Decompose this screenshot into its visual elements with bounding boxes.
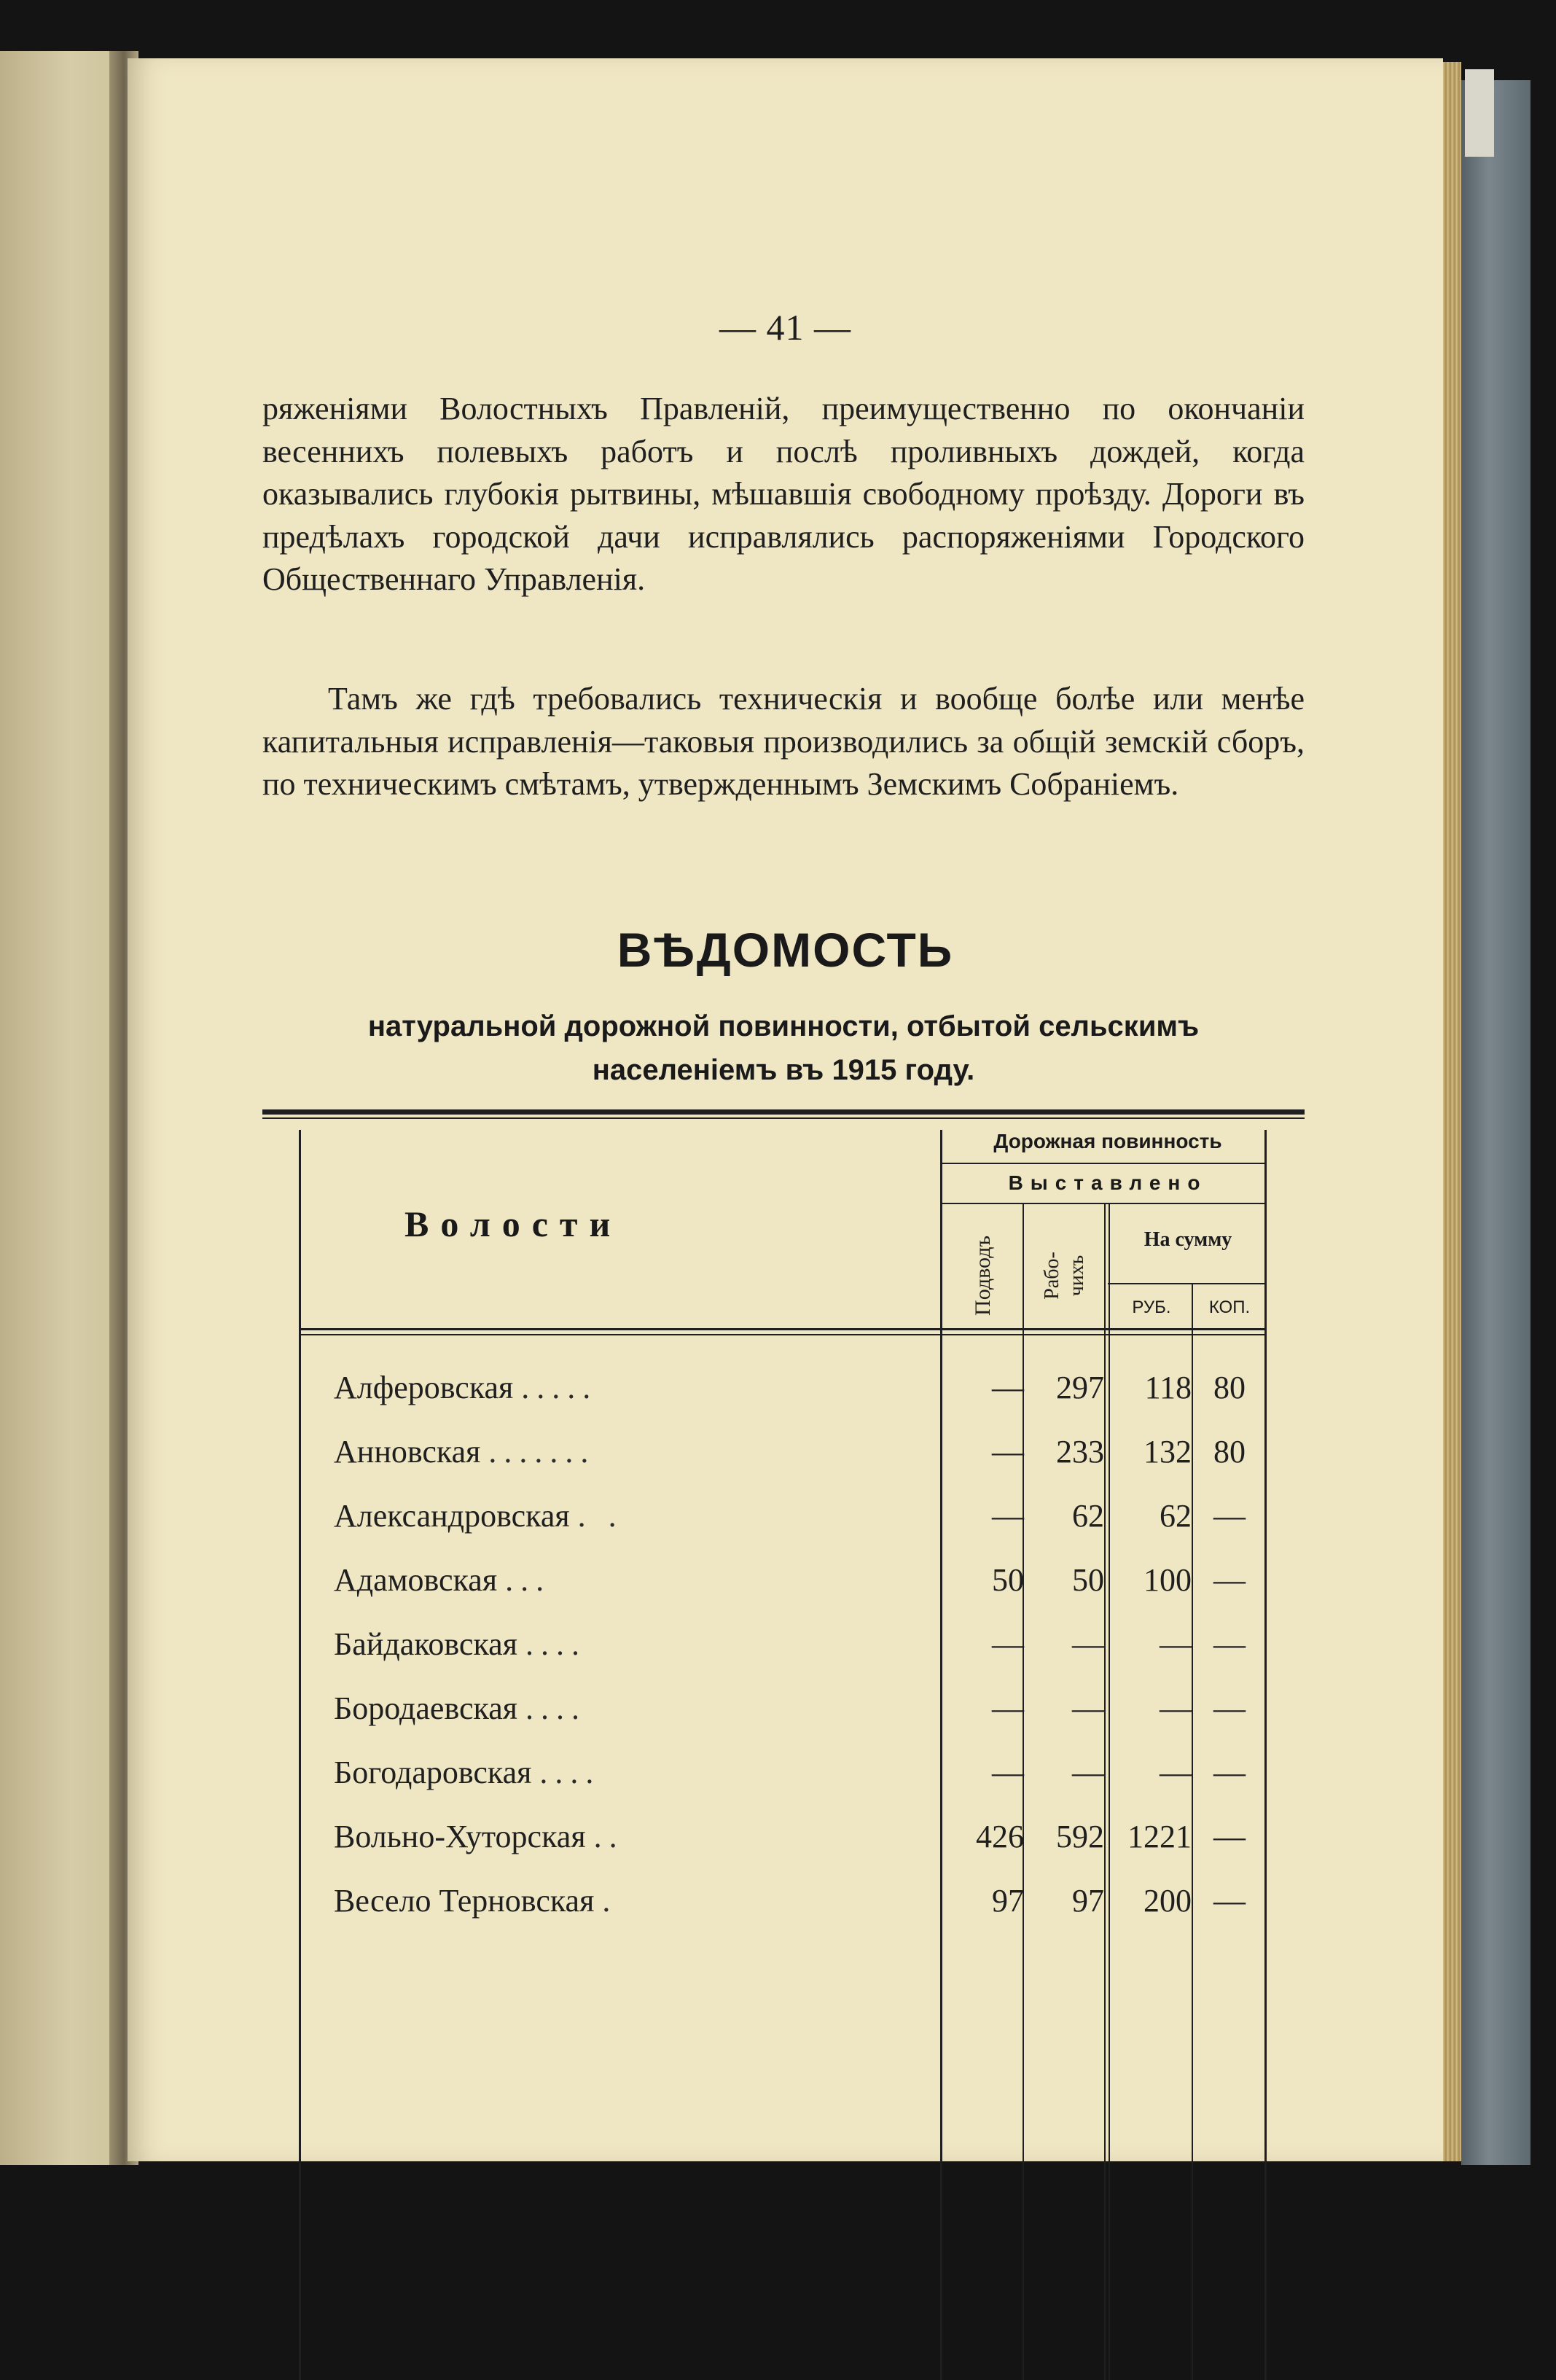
table-row bbox=[128, 1420, 1443, 1484]
cell-rabochikh: 297 bbox=[1056, 1370, 1104, 1405]
cell-rabochikh: 592 bbox=[1056, 1819, 1104, 1854]
row-name: Вольно-Хуторская .. bbox=[334, 1819, 625, 1854]
table-row bbox=[128, 1484, 1443, 1548]
cell-rub: 62 bbox=[1160, 1498, 1192, 1534]
row-name: Байдаковская .... bbox=[334, 1626, 587, 1662]
cell-rub: 200 bbox=[1143, 1883, 1192, 1919]
cell-rub: 118 bbox=[1144, 1370, 1192, 1405]
cell-kop: 80 bbox=[1213, 1434, 1246, 1470]
row-name: Адамовская ... bbox=[334, 1562, 552, 1598]
subtitle-line-2: населеніемъ въ 1915 году. bbox=[592, 1054, 975, 1086]
table-body bbox=[128, 58, 1443, 2161]
header-road-duty: Дорожная повинность bbox=[993, 1130, 1222, 1152]
cell-rabochikh: — bbox=[1072, 1690, 1104, 1726]
paragraph-1: ряженіями Волостныхъ Правленій, преимущественно по окончаніи весеннихъ полевыхъ работъ и послѣ проливныхъ дождей, когда оказывались глубокія рытвины, мѣшавшія свободному проѣзду. Дороги въ предѣлахъ городской дачи исправлялись распоряженіями Городского Общественнаго Управленія. bbox=[262, 391, 1305, 597]
cell-kop: — bbox=[1213, 1626, 1246, 1662]
cell-kop: — bbox=[1213, 1690, 1246, 1726]
cell-podvod: — bbox=[992, 1626, 1024, 1662]
cell-rabochikh: — bbox=[1072, 1755, 1104, 1790]
cell-rub: 1221 bbox=[1127, 1819, 1192, 1854]
cell-kop: 80 bbox=[1213, 1370, 1246, 1405]
cell-kop: — bbox=[1213, 1562, 1246, 1598]
cell-rabochikh: 97 bbox=[1072, 1883, 1104, 1919]
row-name: Анновская ....... bbox=[334, 1434, 596, 1470]
cell-podvod: — bbox=[992, 1498, 1024, 1534]
table-row bbox=[128, 1677, 1443, 1741]
cell-podvod: — bbox=[992, 1434, 1024, 1470]
cell-kop: — bbox=[1213, 1883, 1246, 1919]
table-row bbox=[128, 1805, 1443, 1869]
header-issued: Выставлено bbox=[1008, 1171, 1208, 1194]
left-page-edge bbox=[0, 51, 128, 2165]
bookmark-tab bbox=[1465, 69, 1494, 157]
cell-kop: — bbox=[1213, 1755, 1246, 1790]
table-row bbox=[128, 1356, 1443, 1420]
cell-rabochikh: 62 bbox=[1072, 1498, 1104, 1534]
header-kop: КОП. bbox=[1208, 1298, 1251, 1317]
book-cover bbox=[1461, 80, 1530, 2165]
row-name: Богодаровская .... bbox=[334, 1755, 601, 1790]
document-page bbox=[128, 58, 1443, 2161]
paragraph-2: Тамъ же гдѣ требовались техническія и вообще болѣе или менѣе капитальныя исправленія—таковыя производились за общій земскій сборъ, по техническимъ смѣтамъ, утвержденнымъ Земскимъ Собраніемъ. bbox=[262, 681, 1305, 802]
header-podvod: Подводъ bbox=[971, 1236, 995, 1316]
cell-rub: 132 bbox=[1143, 1434, 1192, 1470]
row-name: Алферовская ..... bbox=[334, 1370, 598, 1405]
cell-kop: — bbox=[1213, 1498, 1246, 1534]
table-row bbox=[128, 1869, 1443, 1933]
document-title: ВѢДОМОСТЬ bbox=[617, 923, 954, 977]
header-volosti: Волости bbox=[404, 1203, 622, 1244]
subtitle-line-1: натуральной дорожной повинности, отбытой сельскимъ bbox=[367, 1010, 1200, 1042]
row-name: Весело Терновская . bbox=[334, 1883, 618, 1919]
cell-podvod: — bbox=[992, 1370, 1024, 1405]
cell-rub: — bbox=[1160, 1626, 1192, 1662]
table-row bbox=[128, 1741, 1443, 1805]
table-row bbox=[128, 1548, 1443, 1612]
cell-podvod: 97 bbox=[992, 1883, 1024, 1919]
header-na-summu: На сумму bbox=[1143, 1228, 1232, 1251]
header-rub: РУБ. bbox=[1132, 1298, 1171, 1317]
cell-rabochikh: — bbox=[1072, 1626, 1104, 1662]
cell-rabochikh: 233 bbox=[1056, 1434, 1104, 1470]
cell-rub: 100 bbox=[1143, 1562, 1192, 1598]
header-rabochikh: Рабо- чихъ bbox=[1041, 1252, 1088, 1300]
cell-rabochikh: 50 bbox=[1072, 1562, 1104, 1598]
cell-podvod: 426 bbox=[976, 1819, 1024, 1854]
page-number: — 41 — bbox=[719, 307, 851, 348]
cell-podvod: — bbox=[992, 1690, 1024, 1726]
table-row bbox=[128, 1612, 1443, 1677]
cell-podvod: — bbox=[992, 1755, 1024, 1790]
cell-rub: — bbox=[1160, 1690, 1192, 1726]
cell-podvod: 50 bbox=[992, 1562, 1024, 1598]
cell-rub: — bbox=[1160, 1755, 1192, 1790]
row-name: Александровская . . bbox=[334, 1498, 624, 1534]
row-name: Бородаевская .... bbox=[334, 1690, 587, 1726]
cell-kop: — bbox=[1213, 1819, 1246, 1854]
